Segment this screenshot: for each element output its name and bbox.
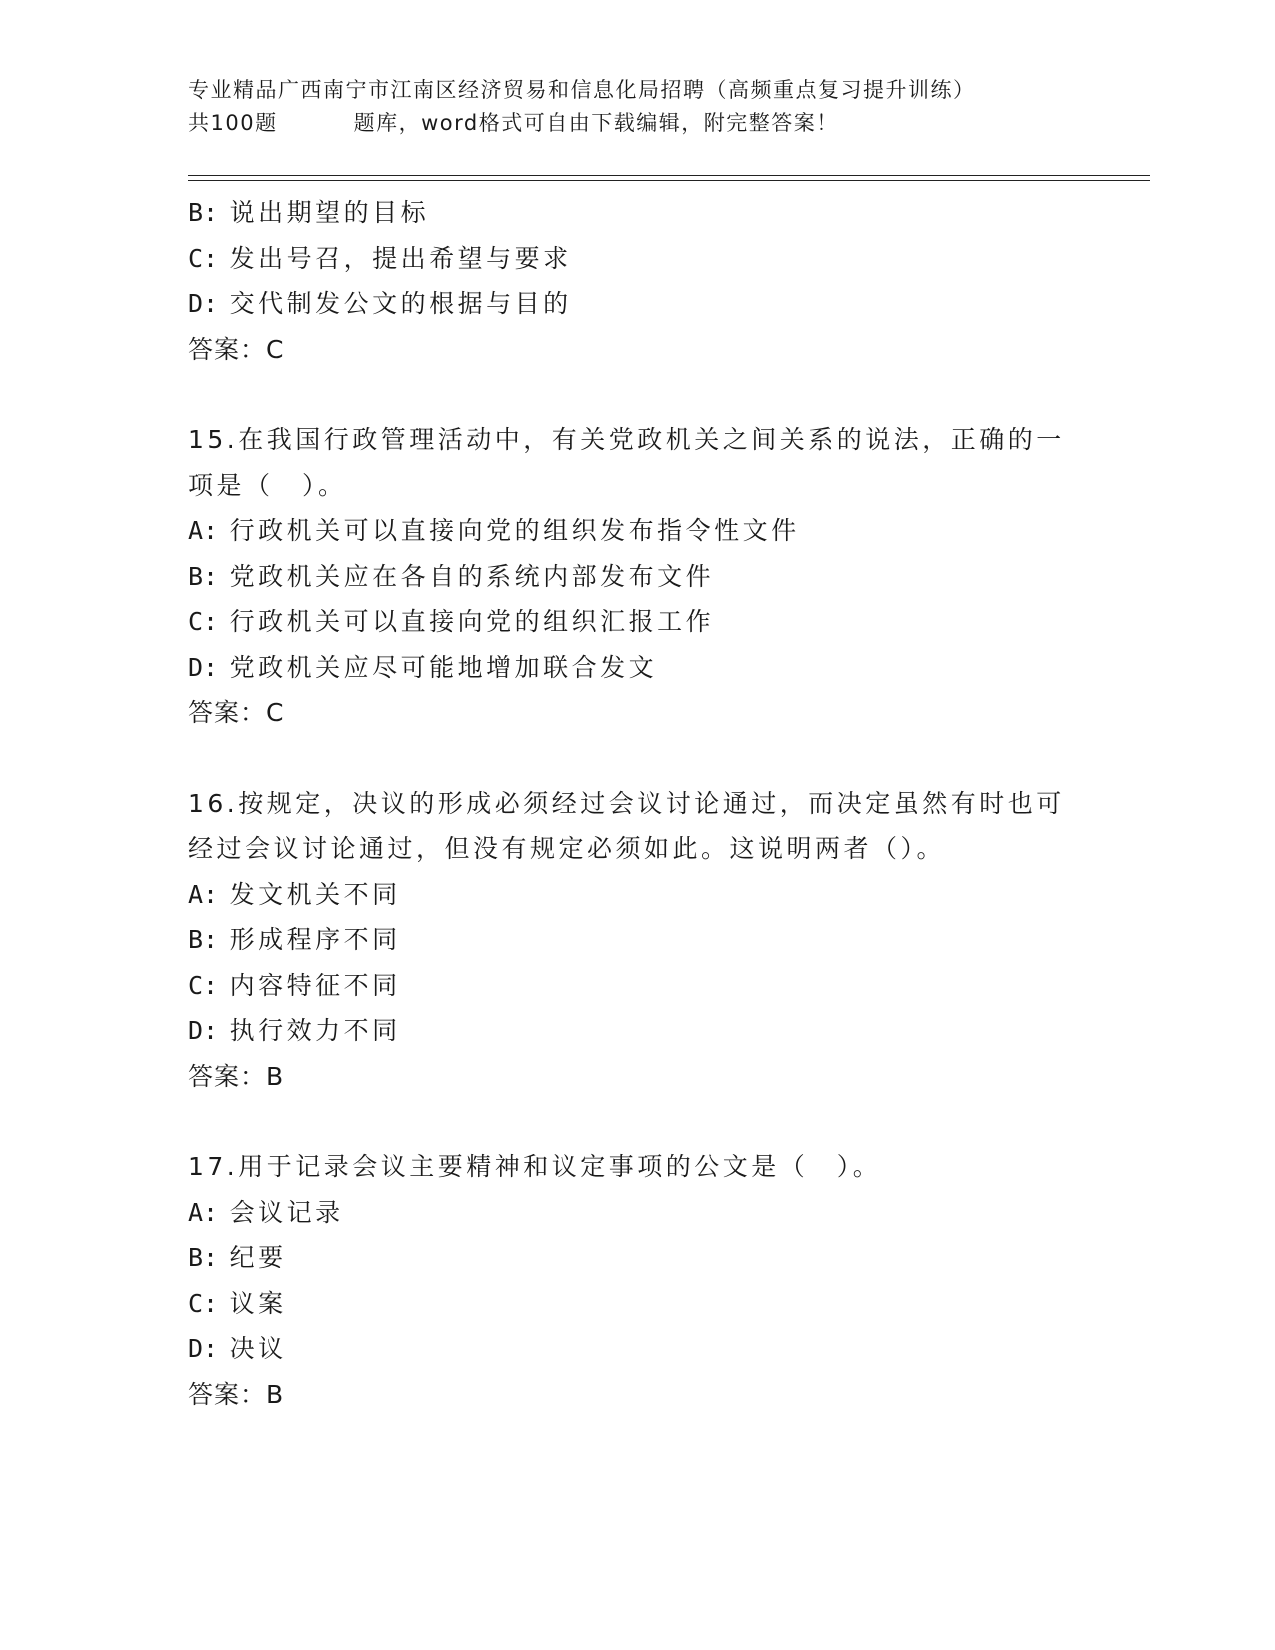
option-c: C: 行政机关可以直接向党的组织汇报工作	[188, 607, 715, 636]
page-header	[188, 74, 1168, 140]
option-b: B: 说出期望的目标	[188, 198, 430, 227]
option-b: B: 纪要	[188, 1243, 287, 1272]
option-a: A: 发文机关不同	[188, 879, 401, 909]
question-list	[188, 190, 1088, 1417]
question-16	[188, 781, 1088, 1100]
header-divider-bottom	[188, 180, 1150, 181]
option-b: B: 党政机关应在各自的系统内部发布文件	[188, 561, 715, 591]
question-15	[188, 417, 1088, 736]
question-stem: 17.用于记录会议主要精神和议定事项的公文是（ ）。	[188, 1152, 882, 1181]
question-stem: 16.按规定，决议的形成必须经过会议讨论通过，而决定虽然有时也可经过会议讨论通过，但没有规定必须如此。这说明两者（）。	[188, 788, 1065, 863]
option-d: D: 交代制发公文的根据与目的	[188, 289, 572, 318]
question-stem: 15.在我国行政管理活动中，有关党政机关之间关系的说法，正确的一项是（ ）。	[188, 425, 1065, 500]
answer: 答案：B	[188, 1379, 285, 1409]
answer: 答案：B	[188, 1061, 285, 1091]
answer: 答案：C	[188, 334, 285, 364]
option-c: C: 发出号召，提出希望与要求	[188, 243, 572, 273]
question-partial	[188, 190, 1088, 372]
option-c: C: 内容特征不同	[188, 970, 401, 1000]
header-subtitle	[188, 107, 1168, 140]
question-17	[188, 1144, 1088, 1417]
option-a: A: 会议记录	[188, 1197, 344, 1227]
answer: 答案：C	[188, 698, 285, 727]
question-count: 共100题	[188, 111, 278, 135]
header-divider-top	[188, 175, 1150, 176]
header-description: 题库，word格式可自由下载编辑，附完整答案！	[353, 111, 839, 135]
option-d: D: 党政机关应尽可能地增加联合发文	[188, 652, 658, 682]
option-a: A: 行政机关可以直接向党的组织发布指令性文件	[188, 516, 800, 545]
option-d: D: 执行效力不同	[188, 1016, 401, 1045]
option-b: B: 形成程序不同	[188, 925, 401, 954]
option-d: D: 决议	[188, 1334, 287, 1363]
option-c: C: 议案	[188, 1288, 287, 1318]
header-title: 专业精品广西南宁市江南区经济贸易和信息化局招聘（高频重点复习提升训练）	[188, 78, 976, 102]
